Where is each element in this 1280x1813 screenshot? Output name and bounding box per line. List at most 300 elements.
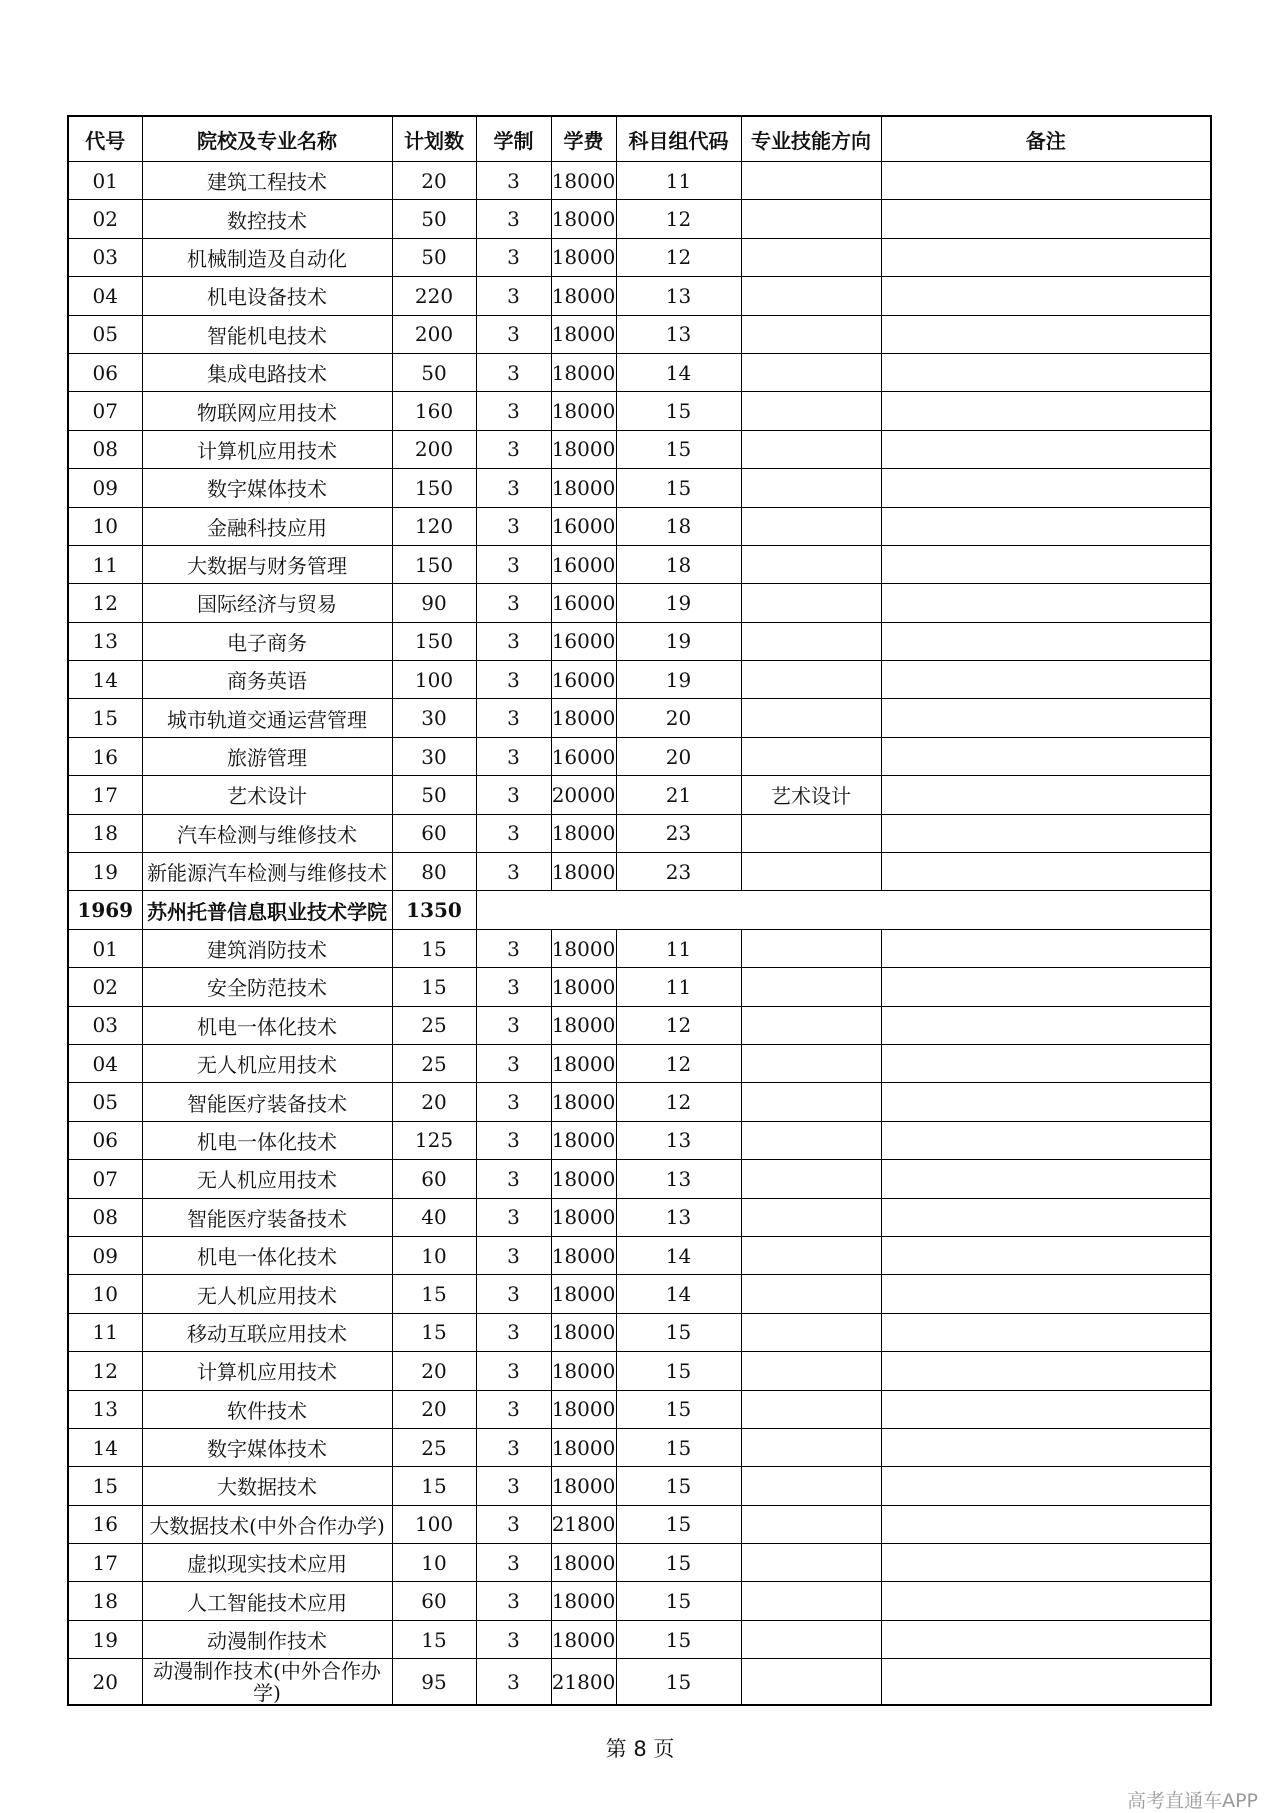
- cell-skill-direction: [741, 392, 881, 430]
- cell-skill-direction: [741, 200, 881, 238]
- cell-fee: 18000: [551, 1236, 616, 1274]
- watermark: 高考直通车APP: [1127, 1790, 1258, 1812]
- cell-subject-group: 15: [616, 1505, 741, 1543]
- cell-subject-group: 15: [616, 1390, 741, 1428]
- cell-years: 3: [476, 1582, 551, 1620]
- cell-skill-direction: [741, 162, 881, 200]
- school-name: 苏州托普信息职业技术学院: [142, 891, 392, 929]
- cell-skill-direction: [741, 1582, 881, 1620]
- cell-name: 数字媒体技术: [142, 1428, 392, 1466]
- cell-fee: 16000: [551, 622, 616, 660]
- cell-years: 3: [476, 853, 551, 891]
- cell-plan: 15: [392, 1467, 476, 1505]
- cell-name: 城市轨道交通运营管理: [142, 699, 392, 737]
- cell-fee: 18000: [551, 814, 616, 852]
- cell-years: 3: [476, 622, 551, 660]
- school-code: 1969: [68, 891, 142, 929]
- cell-skill-direction: [741, 277, 881, 315]
- cell-name: 智能机电技术: [142, 315, 392, 353]
- table-row: [68, 545, 1211, 583]
- cell-name: 机电一体化技术: [142, 1121, 392, 1159]
- cell-years: 3: [476, 469, 551, 507]
- cell-subject-group: 15: [616, 392, 741, 430]
- cell-subject-group: 15: [616, 1352, 741, 1390]
- cell-code: 06: [68, 353, 142, 391]
- cell-subject-group: 11: [616, 968, 741, 1006]
- cell-plan: 90: [392, 584, 476, 622]
- cell-name: 动漫制作技术: [142, 1620, 392, 1658]
- cell-remarks: [881, 1505, 1211, 1543]
- cell-years: 3: [476, 737, 551, 775]
- table-row: [68, 1313, 1211, 1351]
- cell-plan: 15: [392, 1275, 476, 1313]
- cell-code: 15: [68, 699, 142, 737]
- cell-name: 数字媒体技术: [142, 469, 392, 507]
- cell-remarks: [881, 1659, 1211, 1706]
- header-years: 学制: [476, 116, 551, 162]
- header-remarks: 备注: [881, 116, 1211, 162]
- cell-code: 05: [68, 1083, 142, 1121]
- header-plan: 计划数: [392, 116, 476, 162]
- cell-plan: 60: [392, 1160, 476, 1198]
- cell-code: 17: [68, 1544, 142, 1582]
- cell-name: 金融科技应用: [142, 507, 392, 545]
- cell-years: 3: [476, 162, 551, 200]
- cell-name: 人工智能技术应用: [142, 1582, 392, 1620]
- cell-skill-direction: [741, 1352, 881, 1390]
- cell-name: 汽车检测与维修技术: [142, 814, 392, 852]
- table-row: [68, 469, 1211, 507]
- cell-remarks: [881, 1275, 1211, 1313]
- cell-fee: 18000: [551, 469, 616, 507]
- cell-subject-group: 21: [616, 776, 741, 814]
- cell-subject-group: 15: [616, 430, 741, 468]
- cell-years: 3: [476, 1390, 551, 1428]
- cell-plan: 60: [392, 1582, 476, 1620]
- cell-remarks: [881, 1121, 1211, 1159]
- cell-code: 04: [68, 1044, 142, 1082]
- cell-skill-direction: [741, 353, 881, 391]
- cell-name: 智能医疗装备技术: [142, 1083, 392, 1121]
- cell-fee: 18000: [551, 1313, 616, 1351]
- cell-fee: 18000: [551, 430, 616, 468]
- cell-skill-direction: [741, 1006, 881, 1044]
- cell-remarks: [881, 584, 1211, 622]
- cell-code: 10: [68, 507, 142, 545]
- cell-fee: 16000: [551, 507, 616, 545]
- cell-fee: 18000: [551, 200, 616, 238]
- cell-code: 01: [68, 929, 142, 967]
- table-row: [68, 968, 1211, 1006]
- table-row: [68, 353, 1211, 391]
- header-subject-group: 科目组代码: [616, 116, 741, 162]
- cell-plan: 200: [392, 430, 476, 468]
- cell-name: 机械制造及自动化: [142, 238, 392, 276]
- cell-code: 20: [68, 1659, 142, 1706]
- cell-plan: 15: [392, 968, 476, 1006]
- cell-remarks: [881, 737, 1211, 775]
- cell-plan: 50: [392, 353, 476, 391]
- cell-remarks: [881, 392, 1211, 430]
- cell-skill-direction: [741, 1544, 881, 1582]
- cell-years: 3: [476, 699, 551, 737]
- cell-skill-direction: [741, 661, 881, 699]
- table-row: [68, 814, 1211, 852]
- cell-name: 计算机应用技术: [142, 1352, 392, 1390]
- cell-plan: 50: [392, 238, 476, 276]
- cell-years: 3: [476, 1198, 551, 1236]
- table-row: [68, 1352, 1211, 1390]
- cell-years: 3: [476, 1352, 551, 1390]
- cell-skill-direction: [741, 1620, 881, 1658]
- cell-plan: 100: [392, 661, 476, 699]
- cell-name: 智能医疗装备技术: [142, 1198, 392, 1236]
- table-row: [68, 277, 1211, 315]
- cell-skill-direction: [741, 699, 881, 737]
- cell-subject-group: 19: [616, 584, 741, 622]
- cell-skill-direction: [741, 1083, 881, 1121]
- table-row: [68, 1275, 1211, 1313]
- table-row: [68, 737, 1211, 775]
- cell-skill-direction: [741, 1198, 881, 1236]
- cell-years: 3: [476, 1160, 551, 1198]
- table-row: [68, 392, 1211, 430]
- cell-name: 动漫制作技术(中外合作办学): [142, 1659, 392, 1706]
- cell-fee: 18000: [551, 162, 616, 200]
- cell-subject-group: 18: [616, 545, 741, 583]
- cell-remarks: [881, 1313, 1211, 1351]
- cell-years: 3: [476, 1428, 551, 1466]
- cell-years: 3: [476, 545, 551, 583]
- table-row: [68, 1620, 1211, 1658]
- cell-remarks: [881, 1160, 1211, 1198]
- admission-plan-table: [67, 115, 1212, 1706]
- cell-name: 机电一体化技术: [142, 1236, 392, 1274]
- cell-plan: 10: [392, 1544, 476, 1582]
- cell-name: 商务英语: [142, 661, 392, 699]
- cell-remarks: [881, 814, 1211, 852]
- cell-years: 3: [476, 968, 551, 1006]
- cell-name: 大数据技术(中外合作办学): [142, 1505, 392, 1543]
- cell-subject-group: 11: [616, 929, 741, 967]
- cell-plan: 150: [392, 545, 476, 583]
- cell-skill-direction: [741, 968, 881, 1006]
- cell-code: 07: [68, 1160, 142, 1198]
- cell-remarks: [881, 1467, 1211, 1505]
- table-row: [68, 622, 1211, 660]
- cell-fee: 18000: [551, 1582, 616, 1620]
- table-row: [68, 1390, 1211, 1428]
- cell-fee: 18000: [551, 1544, 616, 1582]
- cell-name: 新能源汽车检测与维修技术: [142, 853, 392, 891]
- cell-subject-group: 14: [616, 1275, 741, 1313]
- cell-subject-group: 12: [616, 1006, 741, 1044]
- cell-years: 3: [476, 277, 551, 315]
- cell-plan: 200: [392, 315, 476, 353]
- cell-plan: 60: [392, 814, 476, 852]
- cell-code: 14: [68, 1428, 142, 1466]
- table-row: [68, 430, 1211, 468]
- cell-subject-group: 15: [616, 469, 741, 507]
- cell-fee: 18000: [551, 1006, 616, 1044]
- cell-plan: 15: [392, 1313, 476, 1351]
- cell-fee: 18000: [551, 1160, 616, 1198]
- cell-fee: 20000: [551, 776, 616, 814]
- cell-plan: 25: [392, 1428, 476, 1466]
- cell-name: 安全防范技术: [142, 968, 392, 1006]
- cell-years: 3: [476, 1006, 551, 1044]
- cell-fee: 18000: [551, 699, 616, 737]
- cell-years: 3: [476, 1275, 551, 1313]
- cell-code: 13: [68, 622, 142, 660]
- cell-plan: 40: [392, 1198, 476, 1236]
- table-row: [68, 1121, 1211, 1159]
- cell-plan: 20: [392, 1083, 476, 1121]
- cell-plan: 160: [392, 392, 476, 430]
- cell-code: 08: [68, 1198, 142, 1236]
- cell-plan: 150: [392, 469, 476, 507]
- cell-plan: 50: [392, 200, 476, 238]
- cell-years: 3: [476, 430, 551, 468]
- cell-fee: 18000: [551, 1198, 616, 1236]
- cell-plan: 30: [392, 737, 476, 775]
- cell-remarks: [881, 776, 1211, 814]
- cell-code: 09: [68, 1236, 142, 1274]
- cell-name: 建筑工程技术: [142, 162, 392, 200]
- cell-skill-direction: [741, 238, 881, 276]
- cell-skill-direction: [741, 315, 881, 353]
- cell-subject-group: 13: [616, 277, 741, 315]
- cell-remarks: [881, 507, 1211, 545]
- cell-remarks: [881, 1198, 1211, 1236]
- cell-fee: 18000: [551, 1044, 616, 1082]
- cell-fee: 16000: [551, 661, 616, 699]
- cell-remarks: [881, 1236, 1211, 1274]
- cell-years: 3: [476, 814, 551, 852]
- cell-name: 无人机应用技术: [142, 1275, 392, 1313]
- cell-plan: 150: [392, 622, 476, 660]
- cell-code: 16: [68, 1505, 142, 1543]
- cell-years: 3: [476, 353, 551, 391]
- cell-name: 电子商务: [142, 622, 392, 660]
- cell-remarks: [881, 853, 1211, 891]
- cell-remarks: [881, 1044, 1211, 1082]
- table-row: [68, 238, 1211, 276]
- cell-remarks: [881, 1544, 1211, 1582]
- cell-skill-direction: [741, 1236, 881, 1274]
- table-row: [68, 200, 1211, 238]
- cell-skill-direction: [741, 929, 881, 967]
- cell-remarks: [881, 1083, 1211, 1121]
- cell-plan: 20: [392, 1390, 476, 1428]
- cell-years: 3: [476, 392, 551, 430]
- cell-skill-direction: [741, 545, 881, 583]
- cell-subject-group: 18: [616, 507, 741, 545]
- cell-skill-direction: [741, 1313, 881, 1351]
- school-row-filler: [476, 891, 1211, 929]
- cell-name: 数控技术: [142, 200, 392, 238]
- cell-plan: 220: [392, 277, 476, 315]
- cell-skill-direction: [741, 507, 881, 545]
- school-plan: 1350: [392, 891, 476, 929]
- cell-subject-group: 15: [616, 1313, 741, 1351]
- table-row: [68, 315, 1211, 353]
- cell-fee: 18000: [551, 1428, 616, 1466]
- table-row: [68, 1467, 1211, 1505]
- cell-skill-direction: [741, 853, 881, 891]
- table-row: [68, 584, 1211, 622]
- cell-subject-group: 11: [616, 162, 741, 200]
- cell-skill-direction: [741, 1428, 881, 1466]
- table-row: [68, 1006, 1211, 1044]
- cell-years: 3: [476, 1467, 551, 1505]
- cell-code: 03: [68, 1006, 142, 1044]
- cell-subject-group: 12: [616, 200, 741, 238]
- table-row: [68, 853, 1211, 891]
- cell-skill-direction: [741, 814, 881, 852]
- cell-subject-group: 12: [616, 1083, 741, 1121]
- cell-plan: 20: [392, 1352, 476, 1390]
- cell-subject-group: 14: [616, 1236, 741, 1274]
- school-row: [68, 891, 1211, 929]
- cell-fee: 18000: [551, 1467, 616, 1505]
- cell-years: 3: [476, 929, 551, 967]
- cell-code: 07: [68, 392, 142, 430]
- table-row: [68, 776, 1211, 814]
- cell-subject-group: 15: [616, 1467, 741, 1505]
- cell-name: 软件技术: [142, 1390, 392, 1428]
- cell-code: 16: [68, 737, 142, 775]
- cell-name: 机电一体化技术: [142, 1006, 392, 1044]
- header-fee: 学费: [551, 116, 616, 162]
- cell-code: 13: [68, 1390, 142, 1428]
- cell-plan: 50: [392, 776, 476, 814]
- cell-fee: 18000: [551, 277, 616, 315]
- cell-subject-group: 20: [616, 737, 741, 775]
- cell-plan: 100: [392, 1505, 476, 1543]
- cell-fee: 16000: [551, 737, 616, 775]
- table-row: [68, 1083, 1211, 1121]
- cell-subject-group: 15: [616, 1428, 741, 1466]
- cell-plan: 30: [392, 699, 476, 737]
- cell-plan: 80: [392, 853, 476, 891]
- cell-fee: 18000: [551, 1620, 616, 1658]
- cell-code: 19: [68, 1620, 142, 1658]
- cell-fee: 18000: [551, 968, 616, 1006]
- cell-code: 03: [68, 238, 142, 276]
- cell-years: 3: [476, 1544, 551, 1582]
- cell-skill-direction: [741, 584, 881, 622]
- cell-code: 09: [68, 469, 142, 507]
- cell-subject-group: 13: [616, 1160, 741, 1198]
- cell-skill-direction: [741, 622, 881, 660]
- table-row: [68, 1659, 1211, 1706]
- cell-skill-direction: [741, 1390, 881, 1428]
- cell-years: 3: [476, 1083, 551, 1121]
- table-row: [68, 1236, 1211, 1274]
- cell-remarks: [881, 353, 1211, 391]
- cell-remarks: [881, 430, 1211, 468]
- cell-remarks: [881, 545, 1211, 583]
- cell-remarks: [881, 1390, 1211, 1428]
- cell-fee: 21800: [551, 1505, 616, 1543]
- table-body: [68, 162, 1211, 1706]
- cell-skill-direction: [741, 469, 881, 507]
- cell-remarks: [881, 469, 1211, 507]
- cell-years: 3: [476, 776, 551, 814]
- table-row: [68, 929, 1211, 967]
- cell-code: 10: [68, 1275, 142, 1313]
- cell-subject-group: 19: [616, 622, 741, 660]
- cell-name: 国际经济与贸易: [142, 584, 392, 622]
- cell-fee: 18000: [551, 392, 616, 430]
- cell-skill-direction: [741, 1044, 881, 1082]
- cell-fee: 21800: [551, 1659, 616, 1706]
- cell-name: 无人机应用技术: [142, 1044, 392, 1082]
- cell-years: 3: [476, 315, 551, 353]
- cell-name: 计算机应用技术: [142, 430, 392, 468]
- cell-subject-group: 15: [616, 1659, 741, 1706]
- cell-fee: 18000: [551, 1121, 616, 1159]
- cell-name: 艺术设计: [142, 776, 392, 814]
- cell-subject-group: 19: [616, 661, 741, 699]
- cell-subject-group: 15: [616, 1620, 741, 1658]
- cell-remarks: [881, 162, 1211, 200]
- cell-fee: 16000: [551, 584, 616, 622]
- cell-subject-group: 15: [616, 1582, 741, 1620]
- cell-code: 18: [68, 1582, 142, 1620]
- cell-fee: 18000: [551, 853, 616, 891]
- table-row: [68, 162, 1211, 200]
- cell-years: 3: [476, 1121, 551, 1159]
- cell-fee: 18000: [551, 1352, 616, 1390]
- cell-fee: 18000: [551, 1390, 616, 1428]
- cell-years: 3: [476, 1236, 551, 1274]
- cell-subject-group: 13: [616, 1121, 741, 1159]
- cell-code: 12: [68, 1352, 142, 1390]
- table-row: [68, 1198, 1211, 1236]
- cell-skill-direction: 艺术设计: [741, 776, 881, 814]
- cell-fee: 18000: [551, 1275, 616, 1313]
- table-row: [68, 1582, 1211, 1620]
- cell-code: 17: [68, 776, 142, 814]
- cell-skill-direction: [741, 737, 881, 775]
- cell-remarks: [881, 315, 1211, 353]
- cell-remarks: [881, 699, 1211, 737]
- cell-code: 11: [68, 1313, 142, 1351]
- page-number: 第 8 页: [605, 1737, 675, 1761]
- cell-years: 3: [476, 1620, 551, 1658]
- cell-fee: 16000: [551, 545, 616, 583]
- cell-remarks: [881, 238, 1211, 276]
- cell-subject-group: 23: [616, 853, 741, 891]
- cell-subject-group: 13: [616, 1198, 741, 1236]
- cell-subject-group: 15: [616, 1544, 741, 1582]
- cell-remarks: [881, 200, 1211, 238]
- cell-remarks: [881, 1352, 1211, 1390]
- cell-skill-direction: [741, 1505, 881, 1543]
- cell-name: 集成电路技术: [142, 353, 392, 391]
- cell-fee: 18000: [551, 1083, 616, 1121]
- cell-code: 12: [68, 584, 142, 622]
- cell-name: 虚拟现实技术应用: [142, 1544, 392, 1582]
- cell-name: 无人机应用技术: [142, 1160, 392, 1198]
- cell-code: 15: [68, 1467, 142, 1505]
- table-row: [68, 1505, 1211, 1543]
- cell-subject-group: 13: [616, 315, 741, 353]
- cell-plan: 10: [392, 1236, 476, 1274]
- cell-years: 3: [476, 238, 551, 276]
